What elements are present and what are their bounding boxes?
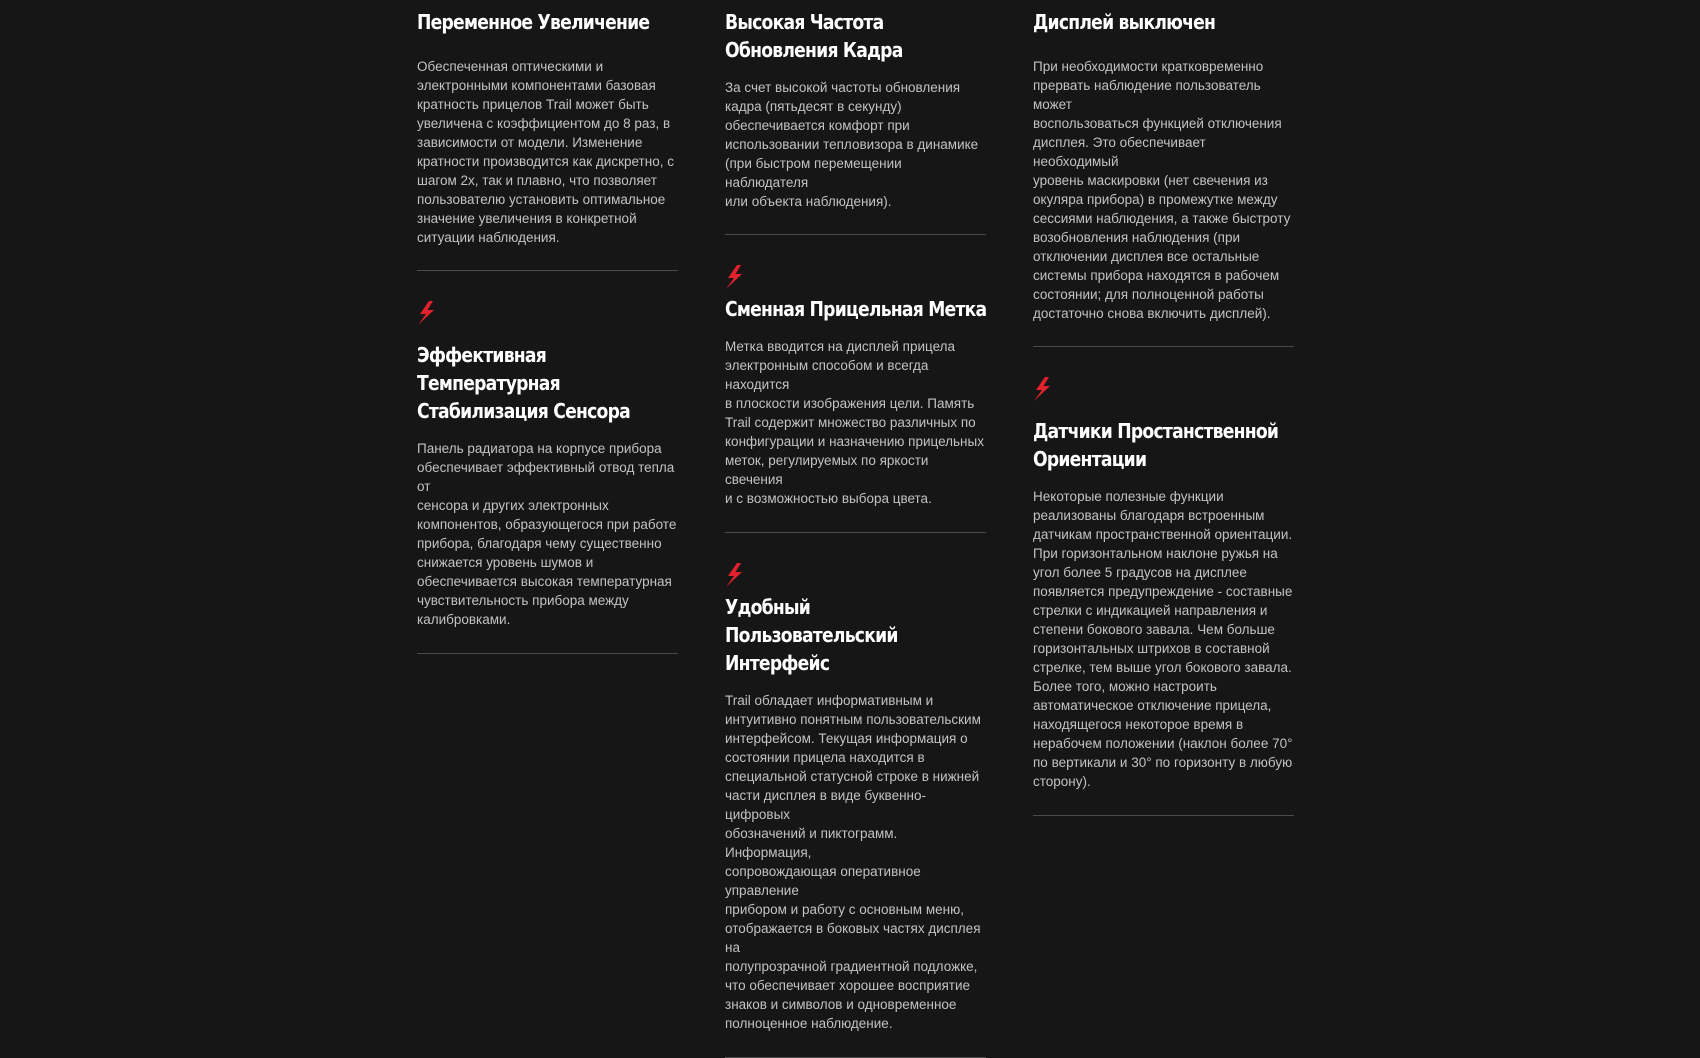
feature-description: Некоторые полезные функции реализованы благодаря встроенным датчикам пространственной ориентации. При горизонтальном наклоне ружья на угол более 5 градусов на дисплее появляется предупреждение - составные стрелки с индикацией направления и степени бокового завала. Чем больше горизонтальных штрихов в составной стрелке, тем выше угол бокового завала. Более того, можно настроить автоматическое отключение прицела, находящегося некоторое время в нерабочем положении (наклон более 70° по вертикали и 30° по горизонту в любую сторону). bbox=[1033, 489, 1293, 789]
features-column-2 bbox=[725, 0, 986, 1058]
feature-changeable-reticle bbox=[725, 235, 986, 533]
feature-description: Панель радиатора на корпусе прибора обеспечивает эффективный отвод тепла от сенсора и других электронных компонентов, образующегося при работе прибора, благодаря чему существенно снижается уровень шумов и обеспечивается высокая температурная чувствительность прибора между калибровками. bbox=[417, 441, 677, 627]
feature-title: Переменное Увеличение bbox=[417, 10, 650, 34]
feature-description: Обеспеченная оптическими и электронными компонентами базовая кратность прицелов Trail может быть увеличена с коэффициентом до 8 раз, в зависимости от модели. Изменение кратности производится как дискретно, с шагом 2x, так и плавно, что позволяет пользователю установить оптимальное значение увеличения в конкретной ситуации наблюдения. bbox=[417, 59, 674, 245]
feature-temperature-stabilization bbox=[417, 271, 678, 654]
features-column-1 bbox=[417, 0, 678, 654]
feature-description: Trail обладает информативным и интуитивно понятным пользовательским интерфейсом. Текущая информация о состоянии прицела находится в специальной статусной строке в нижней части дисплея в виде буквенно-цифровых обозначений и пиктограмм. Информация, сопровождающая оперативное управление прибором и работу с основным меню, отображается в боковых частях дисплея на полупрозрачной градиентной подложке, что обеспечивает хорошее восприятие знаков и символов и одновременное полноценное наблюдение. bbox=[725, 693, 981, 1031]
feature-title: Датчики Простанственной Ориентации bbox=[1033, 419, 1279, 471]
feature-title: Высокая Частота Обновления Кадра bbox=[725, 10, 903, 62]
feature-orientation-sensors bbox=[1033, 347, 1294, 816]
feature-description: Метка вводится на дисплей прицела электронным способом и всегда находится в плоскости изображения цели. Память Trail содержит множество различных по конфигурации и назначению прицельных меток, регулируемых по яркости свечения и с возможностью выбора цвета. bbox=[725, 339, 984, 506]
feature-description: При необходимости кратковременно прервать наблюдение пользователь может воспользоваться функцией отключения дисплея. Это обеспечивает необходимый уровень маскировки (нет свечения из окуляра прибора) в промежутке между сессиями наблюдения, а также быстроту возобновления наблюдения (при отключении дисплея все остальные системы прибора находятся в рабочем состоянии; для полноценной работы достаточно снова включить дисплей). bbox=[1033, 59, 1291, 321]
feature-display-off bbox=[1033, 8, 1294, 347]
lightning-bolt-icon bbox=[417, 301, 435, 325]
lightning-bolt-icon bbox=[1033, 377, 1051, 401]
feature-user-interface bbox=[725, 533, 986, 1058]
feature-title: Удобный Пользовательский Интерфейс bbox=[725, 595, 898, 675]
feature-high-refresh-rate bbox=[725, 8, 986, 235]
lightning-bolt-icon bbox=[725, 563, 743, 587]
lightning-bolt-icon bbox=[725, 265, 743, 289]
feature-description: За счет высокой частоты обновления кадра (пятьдесят в секунду) обеспечивается комфорт при использовании тепловизора в динамике (при быстром перемещении наблюдателя или объекта наблюдения). bbox=[725, 80, 979, 209]
feature-title: Сменная Прицельная Метка bbox=[725, 297, 987, 321]
features-column-3 bbox=[1033, 0, 1294, 816]
feature-title: Дисплей выключен bbox=[1033, 10, 1216, 34]
feature-title: Эффективная Температурная Стабилизация Сенсора bbox=[417, 343, 630, 423]
feature-variable-zoom bbox=[417, 8, 678, 271]
